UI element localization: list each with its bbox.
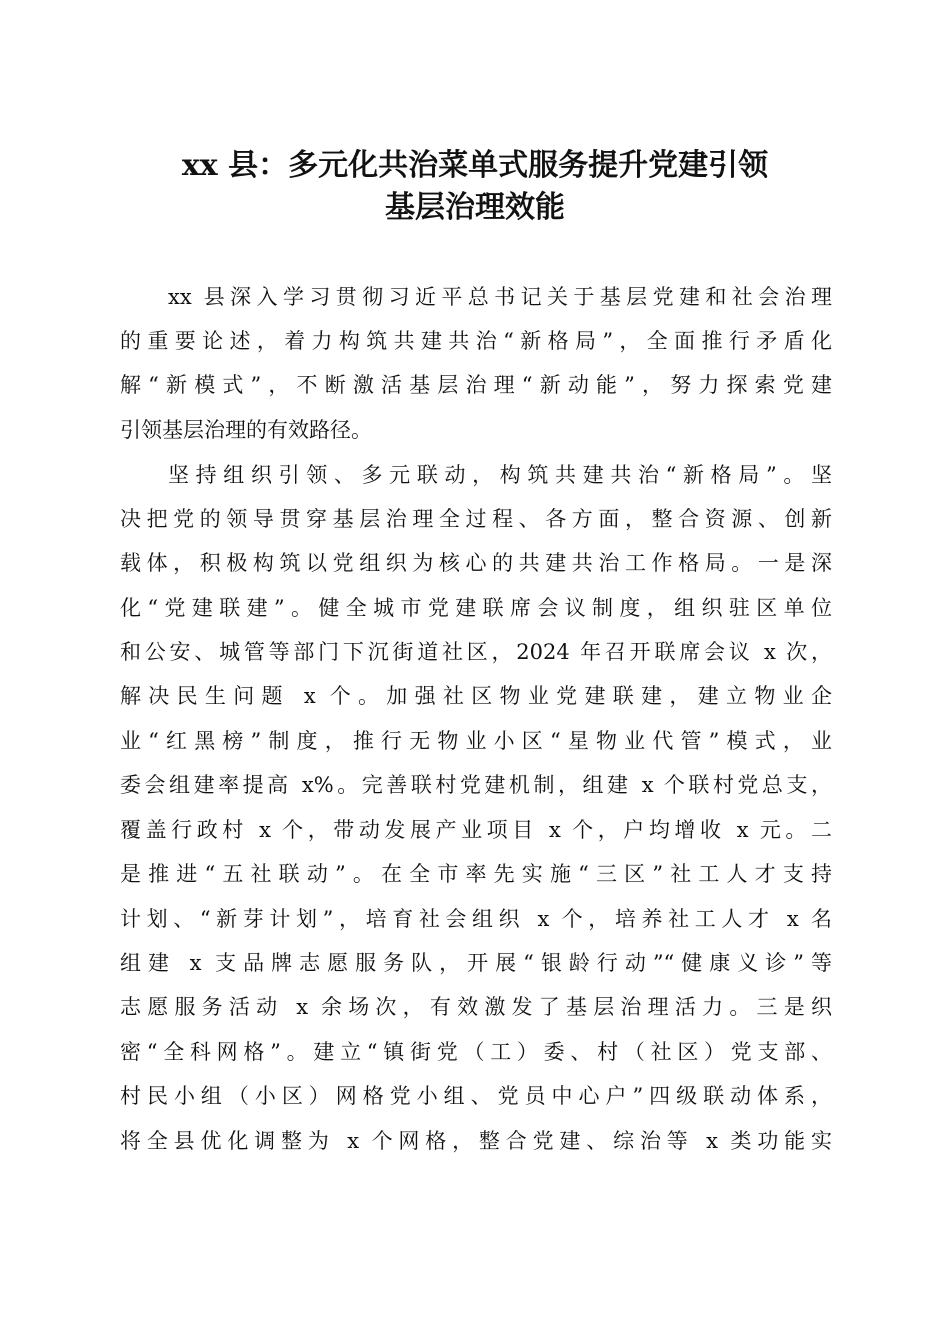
paragraph-2-line-5: 和公安、城管等部门下沉街道社区，2024 年召开联席会议 x 次， bbox=[120, 640, 832, 664]
paragraph-2-line-4: 化“党建联建”。健全城市党建联席会议制度，组织驻区单位 bbox=[120, 596, 832, 620]
paragraph-2-line-8: 委会组建率提高 x%。完善联村党建机制，组建 x 个联村党总支， bbox=[120, 773, 832, 797]
paragraph-2-line-14: 密“全科网格”。建立“镇街党（工）委、村（社区）党支部、 bbox=[120, 1040, 832, 1064]
paragraph-2-line-16: 将全县优化调整为 x 个网格，整合党建、综治等 x 类功能实 bbox=[120, 1129, 832, 1153]
paragraph-2-line-2: 决把党的领导贯穿基层治理全过程、各方面，整合资源、创新 bbox=[120, 507, 832, 531]
paragraph-2-line-11: 计划、“新芽计划”，培育社会组织 x 个，培养社工人才 x 名 bbox=[120, 907, 832, 931]
paragraph-2-line-1: 坚持组织引领、多元联动，构筑共建共治“新格局”。坚 bbox=[168, 463, 832, 487]
paragraph-1-line-3: 解“新模式”，不断激活基层治理“新动能”，努力探索党建 bbox=[120, 373, 832, 397]
paragraph-2-line-10: 是推进“五社联动”。在全市率先实施“三区”社工人才支持 bbox=[120, 862, 832, 886]
paragraph-2-line-15: 村民小组（小区）网格党小组、党员中心户”四级联动体系， bbox=[120, 1084, 832, 1108]
paragraph-1-line-1: xx 县深入学习贯彻习近平总书记关于基层党建和社会治理 bbox=[168, 285, 832, 309]
paragraph-1-line-2: 的重要论述，着力构筑共建共治“新格局”，全面推行矛盾化 bbox=[120, 329, 832, 353]
paragraph-2-line-9: 覆盖行政村 x 个，带动发展产业项目 x 个，户均增收 x 元。二 bbox=[120, 818, 832, 842]
paragraph-2-line-7: 业“红黑榜”制度，推行无物业小区“星物业代管”模式，业 bbox=[120, 729, 832, 753]
paragraph-2-line-3: 载体，积极构筑以党组织为核心的共建共治工作格局。一是深 bbox=[120, 551, 832, 575]
paragraph-2-line-12: 组建 x 支品牌志愿服务队，开展“银龄行动”“健康义诊”等 bbox=[120, 951, 832, 975]
paragraph-2-line-6: 解决民生问题 x 个。加强社区物业党建联建，建立物业企 bbox=[120, 684, 832, 708]
document-title-line-2: 基层治理效能 bbox=[385, 190, 565, 225]
paragraph-1-line-4: 引领基层治理的有效路径。 bbox=[120, 418, 372, 442]
paragraph-2-line-13: 志愿服务活动 x 余场次，有效激发了基层治理活力。三是织 bbox=[120, 995, 832, 1019]
document-title-line-1: xx 县：多元化共治菜单式服务提升党建引领 bbox=[181, 148, 769, 183]
